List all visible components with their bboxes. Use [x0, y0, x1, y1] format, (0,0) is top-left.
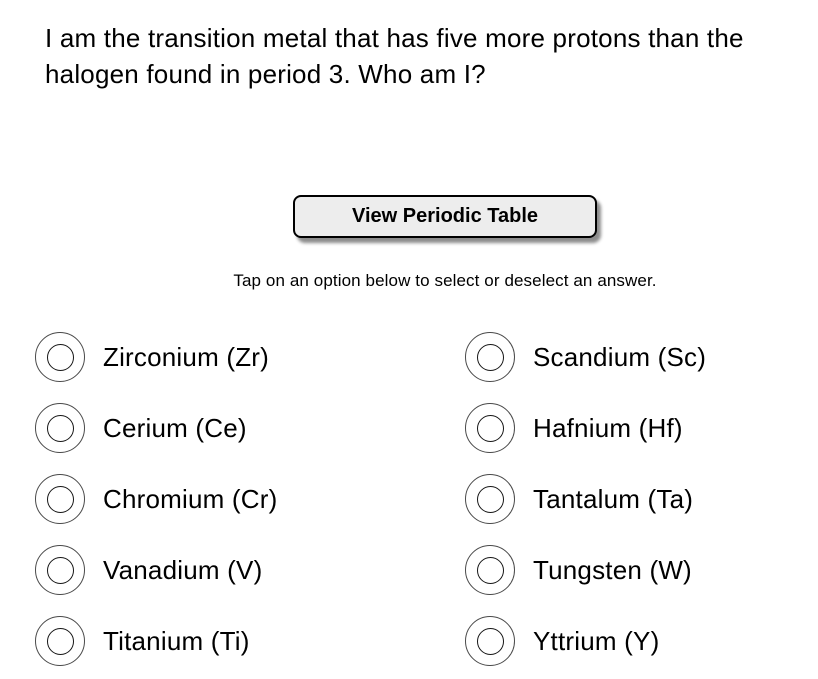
radio-inner-circle: [477, 486, 504, 513]
option-label: Hafnium (Hf): [533, 412, 683, 443]
option-hafnium[interactable]: [465, 403, 818, 453]
option-tantalum[interactable]: [465, 474, 818, 524]
radio-inner-circle: [47, 344, 74, 371]
radio-inner-circle: [47, 415, 74, 442]
radio-inner-circle: [477, 557, 504, 584]
radio-icon[interactable]: [35, 474, 85, 524]
option-label: Tantalum (Ta): [533, 483, 694, 514]
radio-icon[interactable]: [465, 545, 515, 595]
option-chromium[interactable]: [35, 474, 465, 524]
radio-icon[interactable]: [35, 332, 85, 382]
option-label: Tungsten (W): [533, 554, 692, 585]
option-tungsten[interactable]: [465, 545, 818, 595]
question-line-1: I am the transition metal that has five more protons than the: [45, 23, 744, 53]
radio-icon[interactable]: [35, 403, 85, 453]
radio-inner-circle: [477, 344, 504, 371]
option-label: Cerium (Ce): [103, 412, 247, 443]
option-label: Yttrium (Y): [533, 625, 660, 656]
radio-inner-circle: [47, 628, 74, 655]
instruction-text: Tap on an option below to select or deselect an answer.: [233, 271, 657, 290]
option-label: Chromium (Cr): [103, 483, 278, 514]
quiz-page: [0, 20, 818, 679]
question-line-2: halogen found in period 3. Who am I?: [45, 59, 486, 89]
option-zirconium[interactable]: [35, 332, 465, 382]
radio-inner-circle: [477, 628, 504, 655]
option-label: Scandium (Sc): [533, 341, 707, 372]
option-label: Zirconium (Zr): [103, 341, 270, 372]
option-label: Vanadium (V): [103, 554, 263, 585]
option-scandium[interactable]: [465, 332, 818, 382]
option-titanium[interactable]: [35, 616, 465, 666]
option-yttrium[interactable]: [465, 616, 818, 666]
view-periodic-table-button[interactable]: View Periodic Table: [293, 195, 597, 238]
radio-icon[interactable]: [465, 474, 515, 524]
radio-icon[interactable]: [465, 403, 515, 453]
options-grid: [35, 332, 818, 666]
option-vanadium[interactable]: [35, 545, 465, 595]
radio-inner-circle: [477, 415, 504, 442]
radio-inner-circle: [47, 486, 74, 513]
radio-inner-circle: [47, 557, 74, 584]
option-label: Titanium (Ti): [103, 625, 250, 656]
option-cerium[interactable]: [35, 403, 465, 453]
button-row: [0, 195, 818, 238]
question-text: [45, 20, 818, 92]
radio-icon[interactable]: [35, 616, 85, 666]
radio-icon[interactable]: [465, 616, 515, 666]
radio-icon[interactable]: [35, 545, 85, 595]
radio-icon[interactable]: [465, 332, 515, 382]
